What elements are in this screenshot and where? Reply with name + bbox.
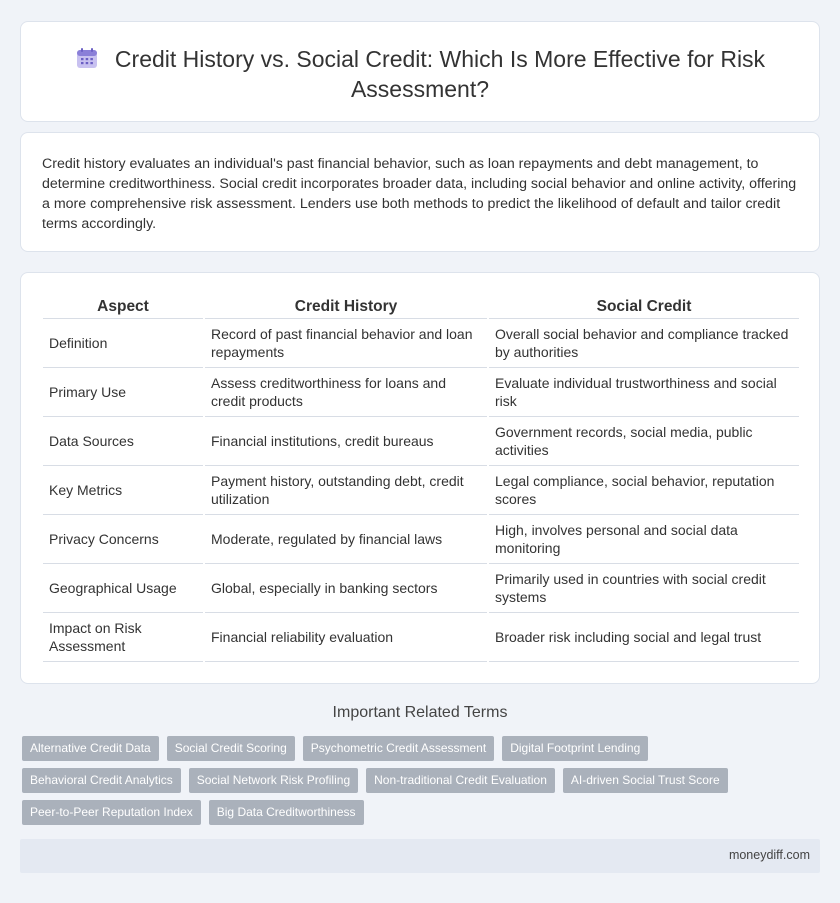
related-terms-list <box>22 736 822 832</box>
related-term-tag[interactable]: Behavioral Credit Analytics <box>22 768 181 793</box>
row-social-credit: Legal compliance, social behavior, reputation scores <box>488 465 799 514</box>
row-aspect: Privacy Concerns <box>43 514 204 563</box>
header-card <box>20 21 820 122</box>
row-credit-history: Assess creditworthiness for loans and credit products <box>204 367 488 416</box>
header-social-credit: Social Credit <box>488 294 799 318</box>
calendar-icon <box>75 46 99 70</box>
row-social-credit: Broader risk including social and legal trust <box>488 612 799 661</box>
row-credit-history: Financial reliability evaluation <box>204 612 488 661</box>
table-row <box>43 612 799 661</box>
title-wrap <box>21 44 819 104</box>
intro-paragraph: Credit history evaluates an individual's past financial behavior, such as loan repayments and debt management, to determine creditworthiness. Social credit incorporates broader data, including social behavior and online activity, offering a more comprehensive risk assessment. Lenders use both methods to predict the likelihood of default and tailor credit terms accordingly. <box>42 156 797 232</box>
related-term-tag[interactable]: Social Credit Scoring <box>167 736 295 761</box>
related-term-tag[interactable]: Social Network Risk Profiling <box>189 768 358 793</box>
related-term-tag[interactable]: Non-traditional Credit Evaluation <box>366 768 555 793</box>
footer <box>20 839 820 873</box>
row-social-credit: Primarily used in countries with social credit systems <box>488 563 799 612</box>
table-row <box>43 465 799 514</box>
table-header-row <box>43 294 799 318</box>
table-row <box>43 563 799 612</box>
row-aspect: Key Metrics <box>43 465 204 514</box>
row-aspect: Data Sources <box>43 416 204 465</box>
table-row <box>43 367 799 416</box>
header-aspect: Aspect <box>43 294 204 318</box>
row-aspect: Geographical Usage <box>43 563 204 612</box>
row-aspect: Primary Use <box>43 367 204 416</box>
related-term-tag[interactable]: AI-driven Social Trust Score <box>563 768 728 793</box>
related-term-tag[interactable]: Digital Footprint Lending <box>502 736 648 761</box>
row-credit-history: Financial institutions, credit bureaus <box>204 416 488 465</box>
row-credit-history: Payment history, outstanding debt, credit utilization <box>204 465 488 514</box>
footer-site-link[interactable]: moneydiff.com <box>728 848 810 862</box>
related-terms-title: Important Related Terms <box>332 704 508 721</box>
row-credit-history: Global, especially in banking sectors <box>204 563 488 612</box>
table-row <box>43 514 799 563</box>
intro-card <box>20 132 820 252</box>
related-term-tag[interactable]: Psychometric Credit Assessment <box>303 736 494 761</box>
table-row <box>43 318 799 367</box>
header-credit-history: Credit History <box>204 294 488 318</box>
row-credit-history: Moderate, regulated by financial laws <box>204 514 488 563</box>
comparison-card <box>20 272 820 684</box>
row-credit-history: Record of past financial behavior and loan repayments <box>204 318 488 367</box>
row-social-credit: Evaluate individual trustworthiness and social risk <box>488 367 799 416</box>
row-social-credit: Overall social behavior and compliance tracked by authorities <box>488 318 799 367</box>
table-row <box>43 416 799 465</box>
row-aspect: Impact on Risk Assessment <box>43 612 204 661</box>
row-social-credit: Government records, social media, public activities <box>488 416 799 465</box>
related-term-tag[interactable]: Big Data Creditworthiness <box>209 800 364 825</box>
comparison-table <box>43 294 799 662</box>
related-term-tag[interactable]: Peer-to-Peer Reputation Index <box>22 800 201 825</box>
related-term-tag[interactable]: Alternative Credit Data <box>22 736 159 761</box>
row-aspect: Definition <box>43 318 204 367</box>
page-title: Credit History vs. Social Credit: Which Is More Effective for Risk Assessment? <box>114 46 766 102</box>
row-social-credit: High, involves personal and social data monitoring <box>488 514 799 563</box>
